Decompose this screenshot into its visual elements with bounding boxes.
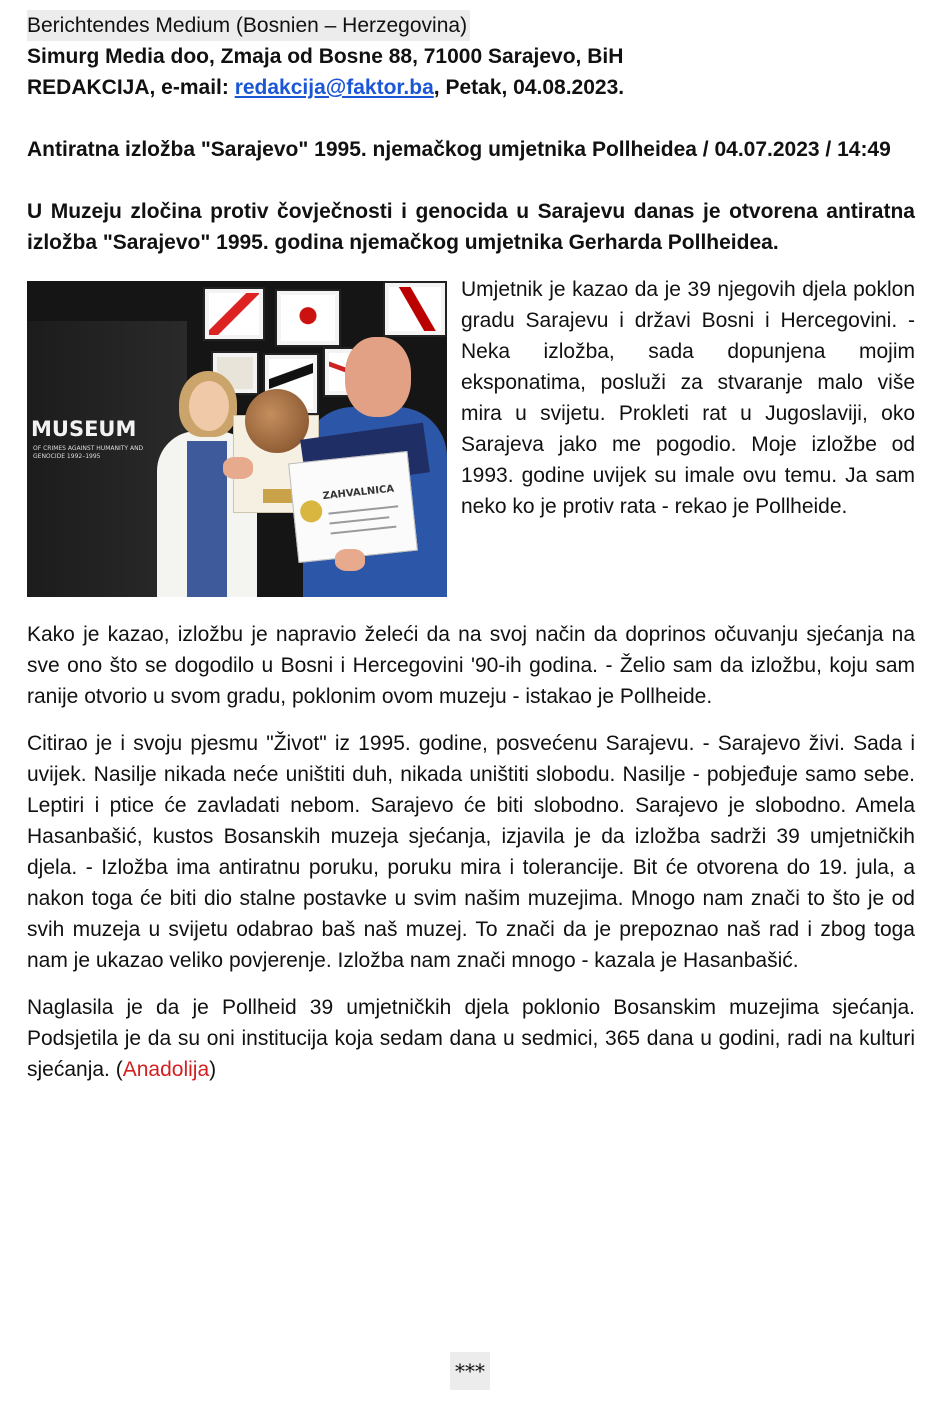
paragraph-3: Citirao je i svoju pjesmu "Život" iz 1995. godine, posvećenu Sarajevu. - Sarajevo živi. Sada i uvijek. Nasilje nikada neće uništiti duh, nikada uništiti slobodu. Nasilje - pobjeđuje samo sebe. Leptiri i ptice će zavladati nebom. Sarajevo će biti slobodno. Sarajevo je slobodno. Amela Hasanbašić, kustos Bosanskih muzeja sjećanja, izjavila je da izložba sadrži 39 umjetničkih djela. - Izložba ima antiratnu poruku, poruku mira i tolerancije. Bit će otvorena do 19. jula, a nakon toga će biti dio stalne postavke u svim našim muzejima. Mnogo nam znači to što je od svih muzeja u svijetu odabrao baš naš muzej. To znači da je prepoznao naš rad i zbog toga nam je ukazao veliko povjerenje. Izložba nam znači mnogo - kazala je Hasanbašić. xyxy=(27,732,915,972)
certificate-title: ZAHVALNICA xyxy=(322,483,395,503)
certificate-line xyxy=(329,516,389,524)
header-contact-suffix: , Petak, 04.08.2023. xyxy=(433,76,625,99)
separator: *** xyxy=(450,1352,490,1390)
woman-dress xyxy=(187,441,227,597)
paragraph-4-end: ) xyxy=(209,1058,217,1081)
article-photo xyxy=(27,281,447,597)
header-medium-line xyxy=(27,10,915,41)
email-link[interactable]: redakcija@faktor.ba xyxy=(234,76,434,99)
certificate-line xyxy=(328,505,398,514)
source-link[interactable]: Anadolija xyxy=(122,1058,210,1081)
woman-face xyxy=(189,381,229,431)
wall-artwork xyxy=(383,281,447,337)
article-body xyxy=(27,274,915,603)
certificate-seal xyxy=(299,499,323,523)
wall-artwork xyxy=(203,287,265,341)
article-title: Antiratna izložba "Sarajevo" 1995. njemačkog umjetnika Pollheidea / 04.07.2023 / 14:49 xyxy=(27,138,891,161)
museum-banner-subtext: OF CRIMES AGAINST HUMANITY AND GENOCIDE 1992–1995 xyxy=(33,445,144,460)
header-contact xyxy=(27,72,915,103)
paragraph-4-text: Naglasila je da je Pollheid 39 umjetničkih djela poklonio Bosanskim muzejima sjećanja. Podsjetila je da su oni institucija koja sedam dana u sedmici, 365 dana u godini, radi na kulturi sjećanja. ( xyxy=(27,996,915,1081)
header-medium: Berichtendes Medium (Bosnien – Herzegovina) xyxy=(27,10,470,41)
certificate xyxy=(288,451,418,563)
wall-artwork xyxy=(275,289,341,347)
hand xyxy=(335,549,365,571)
header-contact-prefix: REDAKCIJA, e-mail: xyxy=(27,76,235,99)
certificate-line xyxy=(331,526,397,535)
commemorative-plate xyxy=(245,389,309,453)
man-head xyxy=(345,337,411,417)
header-publisher: Simurg Media doo, Zmaja od Bosne 88, 71000 Sarajevo, BiH xyxy=(27,45,624,68)
museum-banner-text: MUSEUM xyxy=(31,417,137,441)
paragraph-2: Kako je kazao, izložbu je napravio želeći da na svoj način da doprinos očuvanju sjećanja na sve ono što se dogodilo u Bosni i Hercegovini '90-ih godina. - Želio sam da izložbu, koju sam ranije otvorio u svom gradu, poklonim ovom muzeju - istakao je Pollheide. xyxy=(27,623,915,708)
paragraph-1: Umjetnik je kazao da je 39 njegovih djela poklon gradu Sarajevu i državi Bosni i Hercegovini. - Neka izložba, sada dopunjena mojim eksponatima, posluži za stvaranje malo više mira u svijetu. Prokleti rat u Jugoslaviji, oko Sarajeva jako me pogodio. Moje izložbe od 1993. godine uvijek su imale ovu temu. Ja sam neko ko je protiv rata - rekao je Pollheide. xyxy=(461,278,915,518)
paragraph-4 xyxy=(27,992,915,1085)
document xyxy=(27,10,915,1085)
hand xyxy=(223,457,253,479)
article-lead: U Muzeju zločina protiv čovječnosti i genocida u Sarajevu danas je otvorena antiratna izložba "Sarajevo" 1995. godina njemačkog umjetnika Gerharda Pollheidea. xyxy=(27,200,915,254)
